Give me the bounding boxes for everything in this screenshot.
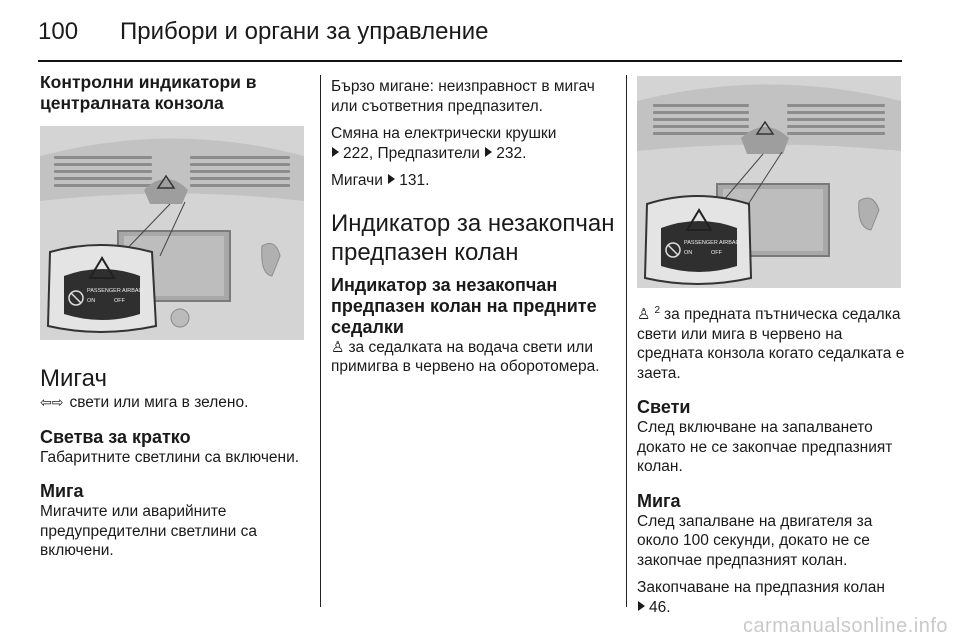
column-3	[637, 301, 907, 617]
svetva-text: Габаритните светлини са включени.	[40, 448, 300, 466]
miga-text-2: След запалване на двигателя за около 100 секунди, докато не се закопчае предпазният колан.	[637, 512, 873, 569]
indicators-ref-link[interactable]: 131.	[399, 172, 430, 189]
bulb-change-paragraph	[331, 124, 621, 163]
belt-front-heading: Индикатор за незакопчан предпазен колан на предните седалки	[331, 274, 597, 337]
svg-text:OFF: OFF	[711, 250, 722, 256]
console-illustration-2	[637, 76, 901, 288]
miga-text: Мигачите или аварийните предупредителни светлини са включени.	[40, 503, 257, 559]
column-divider-1	[320, 75, 321, 607]
bulb-change-text: Смяна на електрически крушки	[331, 125, 557, 142]
miga-heading-2: Мига	[637, 490, 681, 511]
miga-heading: Мига	[40, 481, 84, 501]
indicators-text: Мигачи	[331, 172, 383, 189]
passenger-sup: 2	[654, 305, 661, 316]
svg-text:ON: ON	[87, 298, 96, 304]
svg-text:PASSENGER AIRBAG: PASSENGER AIRBAG	[684, 240, 740, 246]
column-1-lower	[40, 364, 310, 561]
bulb-ref-link[interactable]: 222, Предпазители	[343, 144, 480, 162]
page-ref-icon	[638, 601, 645, 611]
page-number: 100	[38, 18, 79, 45]
svg-text:OFF: OFF	[114, 298, 125, 304]
section-heading: Контролни индикатори в централната конзола	[40, 72, 257, 113]
fasten-paragraph	[637, 578, 907, 617]
seatbelt-icon: ♙	[331, 338, 345, 356]
column-2	[331, 77, 621, 377]
passenger-text: за предната пътническа седалка свети или мига в червено на средната конзола когато седалката е заета.	[637, 306, 905, 382]
watermark: carmanualsonline.info	[742, 615, 948, 637]
sveti-heading: Свети	[637, 397, 691, 418]
console-illustration	[40, 126, 304, 340]
belt-heading: Индикатор за незакопчан предпазен колан	[331, 209, 615, 266]
column-1	[40, 72, 310, 114]
svg-text:PASSENGER AIRBAG: PASSENGER AIRBAG	[87, 288, 143, 294]
turn-signal-icon: ⇦⇨	[40, 394, 64, 410]
indicators-paragraph	[331, 171, 621, 191]
column-divider-2	[626, 75, 627, 607]
console-figure-2	[637, 76, 901, 288]
svg-text:ON: ON	[684, 250, 693, 256]
passenger-seatbelt-icon: ♙	[637, 306, 651, 324]
page-ref-icon	[332, 147, 339, 157]
driver-text: за седалката на водача свети или примигва в червено на оборотомера.	[331, 338, 600, 375]
fuse-ref-link[interactable]: 232.	[496, 144, 527, 162]
migach-text: свети или мига в зелено.	[69, 394, 249, 411]
page-ref-icon	[388, 174, 395, 184]
sveti-text: След включване на запалването докато не се закопчае предпазният колан.	[637, 419, 893, 476]
page-header	[38, 14, 902, 58]
svetva-heading: Светва за кратко	[40, 426, 191, 447]
page-title: Прибори и органи за управление	[120, 18, 489, 45]
migach-heading: Мигач	[40, 365, 107, 392]
console-figure-1	[40, 126, 304, 340]
header-divider	[38, 60, 902, 62]
fast-blink-text: Бързо мигане: неизправност в мигач или съответния предпазител.	[331, 78, 595, 115]
page-ref-icon	[485, 147, 492, 157]
fasten-text: Закопчаване на предпазния колан	[637, 579, 885, 597]
fasten-ref-link[interactable]: 46.	[649, 598, 671, 616]
